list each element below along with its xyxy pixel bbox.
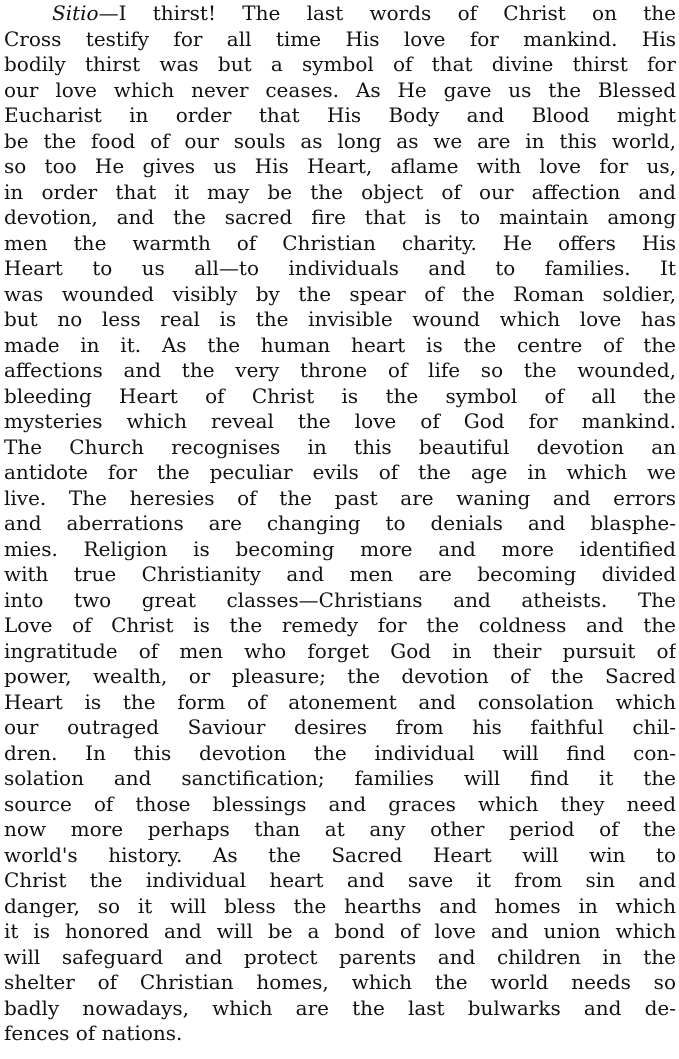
text-line: it is honored and will be a bond of love and union which: [4, 919, 676, 943]
text-line: Eucharist in order that His Body and Blood might: [4, 103, 676, 127]
text-line: world's history. As the Sacred Heart will win to: [4, 842, 676, 867]
text-line: mies. Religion is becoming more and more identified: [4, 536, 676, 561]
line-text: —I thirst! The last words of Christ on the: [98, 1, 676, 25]
text-line: and aberrations are changing to denials and blasphe-: [4, 511, 676, 535]
text-line: badly nowadays, which are the last bulwarks and de-: [4, 995, 676, 1020]
text-line: men the warmth of Christian charity. He offers His: [4, 230, 676, 255]
opening-word: Sitio: [52, 1, 99, 25]
text-line: solation and sanctification; families will find it the: [4, 766, 676, 790]
text-line: but no less real is the invisible wound which love has: [4, 307, 676, 331]
text-line: so too He gives us His Heart, aflame with love for us,: [4, 154, 676, 178]
text-line: ingratitude of men who forget God in their pursuit of: [4, 638, 676, 663]
text-line: Christ the individual heart and save it from sin and: [4, 868, 676, 892]
text-line: power, wealth, or pleasure; the devotion of the Sacred: [4, 664, 676, 688]
text-line: Heart to us all—to individuals and to families. It: [4, 256, 676, 280]
text-line: dren. In this devotion the individual will find con-: [4, 740, 676, 765]
text-line: will safeguard and protect parents and children in the: [4, 944, 676, 969]
text-line: Heart is the form of atonement and consolation which: [4, 689, 676, 714]
text-line: made in it. As the human heart is the centre of the: [4, 332, 676, 357]
text-line: affections and the very throne of life so the wounded,: [4, 358, 676, 382]
text-line: danger, so it will bless the hearths and homes in which: [4, 893, 676, 918]
text-line: in order that it may be the object of our affection and: [4, 179, 676, 204]
text-line: be the food of our souls as long as we are in this world,: [4, 128, 676, 153]
text-line: now more perhaps than at any other period of the: [4, 817, 676, 841]
text-line: live. The heresies of the past are waning and errors: [4, 485, 676, 510]
text-line: devotion, and the sacred fire that is to maintain among: [4, 205, 676, 229]
text-line: bleeding Heart of Christ is the symbol of all the: [4, 383, 676, 408]
text-line: was wounded visibly by the spear of the Roman soldier,: [4, 281, 676, 306]
text-line: source of those blessings and graces which they need: [4, 791, 676, 816]
text-line: Cross testify for all time His love for mankind. His: [4, 26, 676, 51]
text-line: with true Christianity and men are becoming divided: [4, 562, 676, 586]
text-page: [4, 1, 676, 1047]
text-line: our outraged Saviour desires from his faithful chil-: [4, 715, 676, 739]
text-line: Love of Christ is the remedy for the coldness and the: [4, 613, 676, 637]
text-line: antidote for the peculiar evils of the age in which we: [4, 460, 676, 484]
text-line: mysteries which reveal the love of God for mankind.: [4, 409, 676, 433]
text-line: [4, 1, 676, 27]
text-line: fences of nations.: [4, 1021, 183, 1045]
text-line: our love which never ceases. As He gave us the Blessed: [4, 77, 676, 102]
text-line: The Church recognises in this beautiful devotion an: [4, 434, 676, 459]
text-line: bodily thirst was but a symbol of that divine thirst for: [4, 52, 676, 76]
text-line: into two great classes—Christians and atheists. The: [4, 587, 676, 612]
text-line: shelter of Christian homes, which the world needs so: [4, 970, 676, 994]
